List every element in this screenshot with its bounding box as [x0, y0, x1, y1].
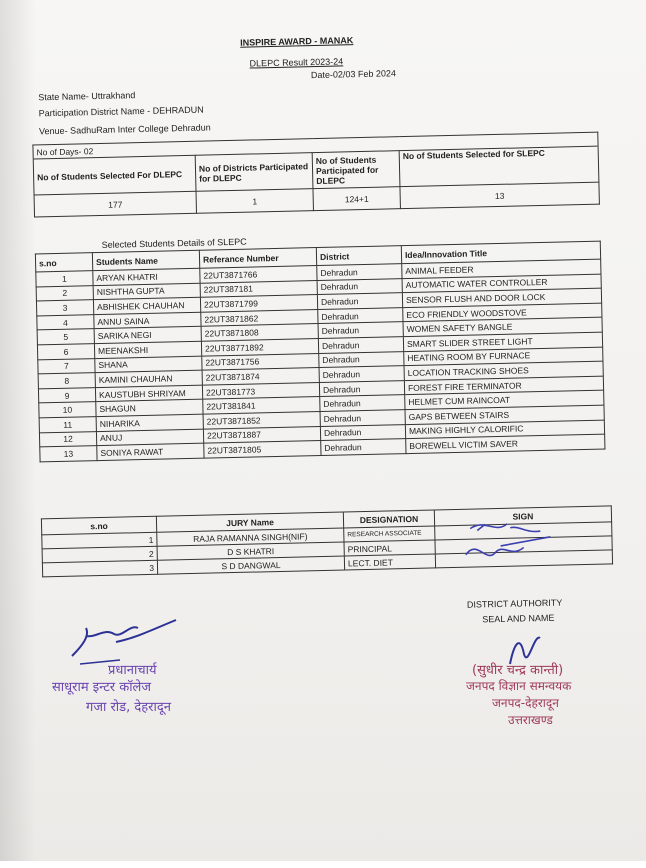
table-cell: NIHARIKA [96, 414, 203, 431]
days-cell: No of Days- 02 [33, 132, 598, 159]
table-cell: GAPS BETWEEN STAIRS [405, 405, 604, 424]
table-cell: RAJA RAMANNA SINGH(NIF) [157, 528, 344, 546]
table-cell: BOREWELL VICTIM SAVER [406, 434, 605, 453]
doc-date: Date-02/03 Feb 2024 [310, 68, 397, 81]
table-cell: 13 [40, 446, 97, 462]
table-cell: 1 [36, 271, 93, 287]
table-cell: 7 [38, 358, 95, 374]
table-cell: Dehradun [321, 439, 406, 456]
table-cell: HEATING ROOM BY FURNACE [404, 347, 603, 366]
table-cell: SMART SLIDER STREET LIGHT [403, 332, 602, 351]
summary-value: 13 [400, 182, 599, 209]
table-cell: Dehradun [318, 322, 403, 339]
table-cell: RESEARCH ASSOCIATE [344, 526, 435, 542]
right-stamp-line: जनपद विज्ञान समन्वयक [466, 679, 572, 693]
summary-value: 124+1 [313, 187, 400, 211]
authority-label: SEAL AND NAME [482, 612, 555, 625]
district-name: Participation District Name - DEHRADUN [38, 104, 204, 119]
table-cell: MAKING HIGHLY CALORIFIC [405, 420, 604, 439]
right-stamp-line: (सुधीर चन्द्र कान्ती) [472, 663, 564, 678]
table-cell: 2 [42, 546, 157, 563]
selected-students-table [35, 241, 606, 463]
table-cell: KAMINI CHAUHAN [95, 370, 202, 387]
table-cell: 11 [39, 417, 96, 433]
doc-title: INSPIRE AWARD - MANAK [240, 35, 354, 48]
column-header: SIGN [434, 506, 611, 526]
right-stamp-line: जनपद-देहरादून [492, 696, 559, 710]
table-cell: SHAGUN [96, 400, 203, 417]
venue: Venue- SadhuRam Inter College Dehradun [38, 122, 211, 137]
column-header: District [316, 246, 401, 266]
table-cell: Dehradun [317, 293, 402, 310]
table-cell: MEENAKSHI [94, 341, 201, 358]
jury-signatures [455, 514, 566, 576]
authority-label: DISTRICT AUTHORITY [466, 597, 563, 610]
table-cell: Dehradun [318, 307, 403, 324]
table-cell: Dehradun [320, 424, 405, 441]
summary-header: No of Districts Participated for DLEPC [195, 153, 313, 192]
table-cell: 3 [42, 560, 157, 577]
left-stamp-line: गजा रोड, देहरादून [86, 700, 171, 715]
summary-header: No of Students Participated for DLEPC [312, 151, 400, 189]
table-cell: 22UT387181 [200, 280, 317, 297]
table-cell: 10 [39, 402, 96, 418]
table-cell: PRINCIPAL [344, 540, 435, 556]
table-cell: 8 [38, 373, 95, 389]
table-cell: 22UT381773 [202, 382, 319, 399]
summary-value: 1 [196, 189, 313, 214]
table-cell: 22UT3871852 [203, 411, 320, 428]
table-cell: Dehradun [319, 380, 404, 397]
left-stamp-line: प्रधानाचार्य [108, 663, 157, 678]
column-header: Referance Number [199, 248, 316, 269]
summary-table [32, 132, 600, 218]
column-header: Students Name [92, 250, 199, 270]
selected-caption: Selected Students Details of SLEPC [101, 236, 247, 250]
table-cell: Dehradun [318, 337, 403, 354]
table-cell: Dehradun [320, 395, 405, 412]
table-cell: SENSOR FLUSH AND DOOR LOCK [402, 288, 601, 307]
table-cell: 12 [39, 431, 96, 447]
table-cell: NISHTHA GUPTA [93, 283, 200, 300]
table-cell: 22UT381841 [203, 397, 320, 414]
table-cell: ARYAN KHATRI [93, 268, 200, 285]
table-cell: 22UT3871887 [203, 426, 320, 443]
table-cell: SARIKA NEGI [94, 327, 201, 344]
table-cell: ANIMAL FEEDER [402, 259, 601, 278]
left-stamp-line: साधूराम इन्टर कॉलेज [52, 680, 152, 695]
table-cell: ABHISHEK CHAUHAN [93, 297, 200, 314]
table-cell: AUTOMATIC WATER CONTROLLER [402, 274, 601, 293]
selected-table-body [36, 259, 605, 461]
doc-subtitle: DLEPC Result 2023-24 [249, 56, 344, 69]
summary-header: No of Students Selected For DLEPC [33, 155, 196, 195]
table-cell: WOMEN SAFETY BANGLE [403, 317, 602, 336]
table-cell: 6 [37, 344, 94, 360]
column-header: Idea/Innovation Title [401, 241, 600, 264]
table-cell: 1 [42, 532, 157, 549]
table-cell: 22UT3871766 [200, 266, 317, 283]
table-cell: Dehradun [319, 351, 404, 368]
table-cell: 2 [36, 285, 93, 301]
table-cell: 3 [36, 300, 93, 316]
table-cell: 22UT3871805 [204, 441, 321, 458]
table-cell: Dehradun [317, 278, 402, 295]
summary-header: No of Students Selected for SLEPC [399, 146, 599, 187]
table-cell: Dehradun [320, 410, 405, 427]
table-cell: ANNU SAINA [94, 312, 201, 329]
table-cell: 4 [37, 314, 94, 330]
table-cell: 5 [37, 329, 94, 345]
column-header: s.no [41, 516, 156, 535]
table-cell: KAUSTUBH SHRIYAM [95, 385, 202, 402]
table-cell: D S KHATRI [157, 542, 344, 560]
column-header: JURY Name [156, 512, 343, 532]
table-cell: 9 [38, 387, 95, 403]
table-cell: LECT. DIET [344, 554, 435, 570]
table-cell: ANUJ [96, 429, 203, 446]
right-stamp-line: उत्तराखण्ड [508, 713, 553, 727]
state-name: State Name- Uttrakhand [38, 90, 136, 103]
table-cell: 22UT3871799 [200, 295, 317, 312]
table-cell: Dehradun [317, 264, 402, 281]
table-cell: 22UT3871862 [201, 309, 318, 326]
table-cell: HELMET CUM RAINCOAT [405, 390, 604, 409]
table-cell: Dehradun [319, 366, 404, 383]
table-cell: LOCATION TRACKING SHOES [404, 361, 603, 380]
table-cell: FOREST FIRE TERMINATOR [404, 376, 603, 395]
summary-value: 177 [34, 191, 196, 217]
table-cell: 22UT3871874 [202, 368, 319, 385]
column-header: DESIGNATION [343, 510, 434, 528]
table-cell: 22UT3871808 [201, 324, 318, 341]
table-cell: 22UT38771892 [201, 339, 318, 356]
table-cell: 22UT3871756 [202, 353, 319, 370]
table-cell: SONIYA RAWAT [97, 443, 204, 460]
table-cell: ECO FRIENDLY WOODSTOVE [403, 303, 602, 322]
table-cell: S D DANGWAL [157, 556, 344, 574]
column-header: s.no [35, 253, 92, 272]
table-cell: SHANA [95, 356, 202, 373]
